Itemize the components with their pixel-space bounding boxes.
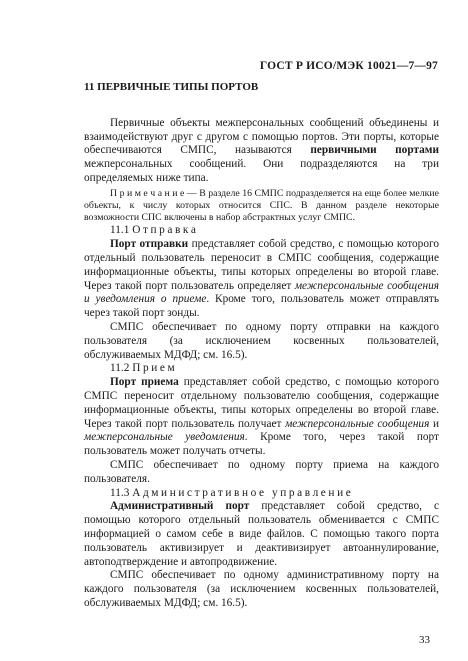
- subsection-number: 11.3: [110, 486, 133, 499]
- intro-paragraph: [84, 117, 439, 186]
- section-title: 11 ПЕРВИЧНЫЕ ТИПЫ ПОРТОВ: [84, 81, 259, 93]
- sub2-text-a: представляет собой средство, с помощью которого СМПС переносит отдельному пользователю сообщения, содержащие информационные объекты, типы которых определены во второй главе. Через такой порт пользователь получает: [84, 376, 439, 430]
- sub3-term: Административный порт: [110, 500, 250, 513]
- intro-bold-term: первичными портами: [310, 144, 439, 157]
- sub2-italic-2: межперсональные уведомления: [84, 431, 245, 444]
- sub2-term: Порт приема: [110, 376, 179, 389]
- subsection-title: Прием: [132, 362, 178, 375]
- document-body: [84, 81, 439, 611]
- sub1-paragraph-2: СМПС обеспечивает по одному порту отправки на каждого пользователя (за исключением косвенных пользователей, обслуживаемых МДФД; см. 16.5).: [84, 320, 439, 361]
- subsection-heading-11-2: [84, 362, 439, 376]
- sub3-paragraph-2: СМПС обеспечивает по одному административному порту на каждого пользователя (за исключением косвенных пользователей, обслуживаемых МДФД; см. 16.5).: [84, 569, 439, 609]
- subsection-title: Административное управление: [132, 486, 354, 499]
- sub3-text-a: представляет собой средство, с помощью которого отдельный пользователь обменивается с СМПС информацией о самом себе в виде файлов. С помощью такого порта пользователь активизирует и деактивизирует автоаннулирование, автоподтверждение и автопродвижение.: [84, 500, 439, 568]
- sub2-italic-1: межперсональные сообщения: [285, 417, 430, 430]
- subsection-title: Отправка: [132, 224, 199, 237]
- intro-text-a: Первичные объекты межперсональных сообщений объединены и взаимодействуют друг с другом с помощью портов. Эти порты, которые обеспечиваются СМПС, называются: [84, 116, 439, 157]
- sub1-term: Порт отправки: [110, 238, 189, 251]
- sub1-italic: межперсональные сообщения и уведомления о приеме: [84, 279, 439, 306]
- sub2-paragraph-1: [84, 376, 439, 459]
- subsection-heading-11-1: [84, 224, 439, 238]
- sub1-text-b: . Кроме того, пользователь может отправлять через такой порт зонды.: [84, 293, 439, 320]
- note-text: — В разделе 16 СМПС подразделяется на еще более мелкие объекты, к числу которых относится СПС. В данном разделе некоторые возможности СПС включены в набор абстрактных услуг СМПС.: [84, 187, 439, 224]
- subsection-number: 11.2: [110, 362, 133, 375]
- subsection-heading-11-3: [84, 487, 439, 501]
- sub2-text-mid: и: [429, 417, 439, 430]
- document-header: ГОСТ Р ИСО/МЭК 10021—7—97: [259, 60, 438, 72]
- sub1-paragraph-1: [84, 238, 439, 321]
- note-paragraph: [84, 188, 439, 225]
- subsection-number: 11.1: [110, 224, 133, 237]
- page-number: 33: [419, 634, 430, 646]
- sub2-paragraph-2: СМПС обеспечивает по одному порту приема на каждого пользователя.: [84, 458, 439, 485]
- sub2-text-b: . Кроме того, через такой порт пользователь может получать отчеты.: [84, 431, 439, 458]
- note-label: П р и м е ч а н и е: [110, 187, 185, 199]
- sub3-paragraph-1: [84, 500, 439, 569]
- sub1-text-a: представляет собой средство, с помощью которого отдельный пользователь переносит в СМПС сообщения, содержащие информационные объекты, типы которых определены во второй главе. Через такой порт пользователь определяет: [84, 238, 439, 292]
- intro-text-b: межперсональных сообщений. Они подразделяются на три определяемых ниже типа.: [84, 158, 439, 184]
